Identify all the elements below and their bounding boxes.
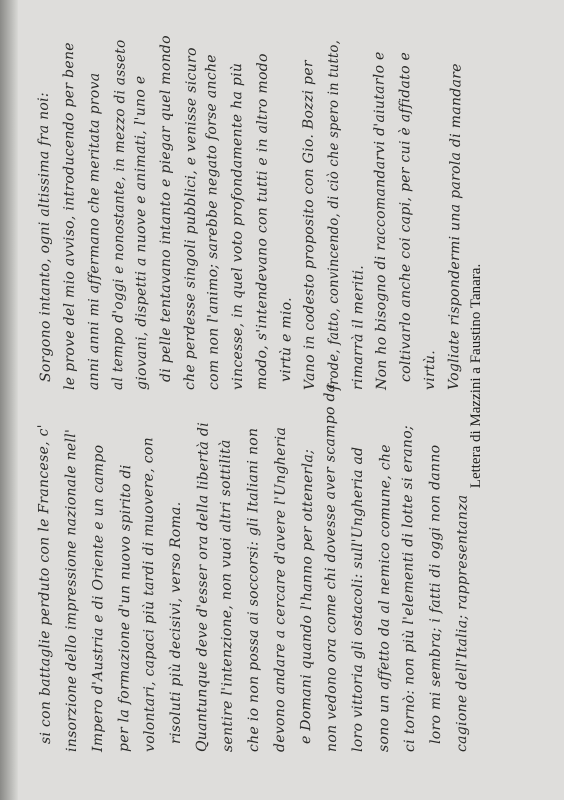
handwritten-line: Impero d'Austria e di Oriente e un campo (90, 444, 107, 753)
handwritten-line: Vano in codesto proposito con Gio. Bozzi per (300, 60, 318, 391)
facsimile-caption: Lettera di Mazzini a Faustino Tanara. (468, 263, 484, 489)
handwritten-line: giovani, dispetti a nuove e animati, l'uno e (132, 75, 150, 391)
handwritten-line: loro vittoria gli ostacoli: sull'Ungheria ad (350, 446, 366, 752)
book-page (18, 0, 564, 800)
handwritten-line: devono andare a cercare d'avere l'Ungheria (272, 426, 289, 753)
handwritten-line: che io non possa ai soccorsi: gli Italiani non (245, 427, 262, 753)
handwritten-line: che perdesse singoli pubblici, e venisse sicuro (182, 47, 200, 391)
handwritten-line: Non ho bisogno di raccomandarvi d'aiutarlo e (371, 51, 390, 391)
handwritten-line: cagione dell'Italia; rappresentanza (454, 494, 471, 753)
handwritten-line: ci tornò: non più l'elementi di lotte si erano; (399, 425, 418, 753)
handwritten-line: volontari, capaci più tardi di muovere, con (140, 437, 158, 753)
handwritten-line: al tempo d'oggi e nonostante, in mezzo di asseto (110, 39, 129, 391)
handwritten-line: Sorgono intanto, ogni altissima fra noi: (35, 92, 54, 383)
binding-shadow (0, 0, 18, 800)
handwritten-line: insorzione dello impressione nazionale nell' (63, 428, 80, 753)
handwritten-line: Vogliate rispondermi una parola di mandare (446, 63, 465, 391)
handwritten-line: virtù. (422, 349, 439, 391)
facsimile-letter (18, 0, 564, 800)
handwritten-line: virtù e mio. (278, 297, 295, 383)
handwritten-line: loro mi sembra; i fatti di oggi non danno (427, 444, 444, 745)
handwritten-line: risoluti più decisivi, verso Roma. (168, 501, 184, 744)
handwritten-line: sentire l'intenzione, non vuoi altri sottilità (217, 439, 236, 753)
handwritten-line: frode, fatto, convincendo, di ciò che spero in tutto, (326, 39, 342, 390)
handwritten-line: le prove del mio avviso, introducendo per bene (61, 42, 78, 391)
handwritten-line: e Domani quando l'hanno per ottenerla; (298, 448, 317, 745)
handwritten-line: modo, s'intendevano con tutti e in altro modo (254, 53, 271, 391)
handwritten-line: vincesse, in quel voto profondamente ha più (229, 62, 246, 391)
handwritten-line: anni anni mi affermano che meritata prova (86, 72, 103, 391)
handwritten-line: sono un affetto da al nemico comune, che (376, 444, 394, 753)
handwritten-line: com non l'animo; sarebbe negato forse anche (203, 54, 222, 391)
handwritten-line: non vedono ora come chi dovesse aver scampo da (322, 383, 340, 753)
handwritten-line: rimarrà il meriti. (350, 264, 367, 391)
handwritten-line: si con battaglie perduto con le Francese, c' (35, 424, 54, 745)
handwritten-line: di pelle tentavano intanto e piegar quel mondo (158, 35, 174, 382)
handwritten-line: per la formazione d'un nuovo spirito di (116, 464, 135, 753)
handwritten-line: coltivarlo anche coi capi, per cui è affidato e (397, 51, 414, 383)
handwritten-line: Quantunque deve d'esser ora della libertà di (194, 422, 212, 753)
